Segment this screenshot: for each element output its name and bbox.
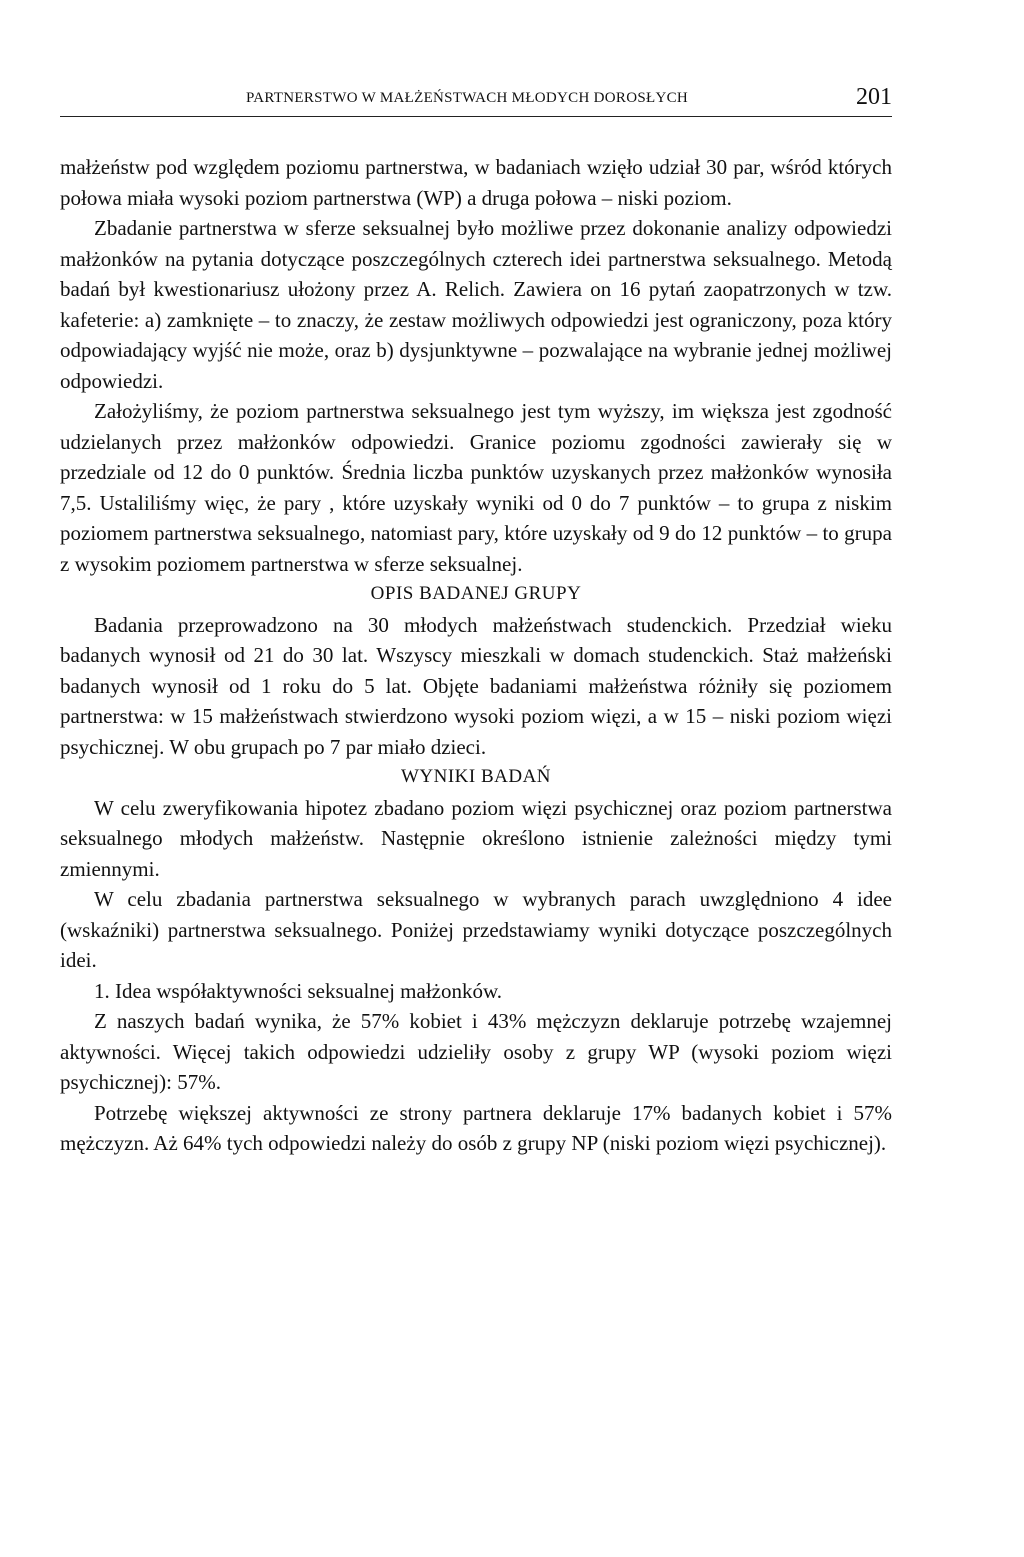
- section-heading-group: OPIS BADANEJ GRUPY: [370, 583, 582, 604]
- paragraph-6: W celu zbadania partnerstwa seksualnego w wybranych parach uwzględniono 4 idee (wskaźniki) partnerstwa seksualnego. Poniżej przedstawiamy wyniki dotyczące poszczególnych idei.: [60, 887, 892, 972]
- page-number: 201: [856, 84, 892, 110]
- paragraph-4: Badania przeprowadzono na 30 młodych małżeństwach studenckich. Przedział wieku badanych wynosił od 21 do 30 lat. Wszyscy mieszkali w domach studenckich. Staż małżeński badanych wynosił od 1 roku do 5 lat. Objęte badaniami małżeństwa różniły się poziomem partnerstwa: w 15 małżeństwach stwierdzono wysoki poziom więzi, a w 15 – niski poziom więzi psychicznej. W obu grupach po 7 par miało dzieci.: [60, 612, 892, 759]
- paragraph-9: Potrzebę większej aktywności ze strony partnera deklaruje 17% badanych kobiet i 57% mężczyzn. Aż 64% tych odpowiedzi należy do osób z grupy NP (niski poziom więzi psychicznej).: [60, 1100, 892, 1155]
- paragraph-5: W celu zweryfikowania hipotez zbadano poziom więzi psychicznej oraz poziom partnerstwa seksualnego młodych małżeństw. Następnie określono istnienie zależności między tymi zmiennymi.: [60, 795, 892, 881]
- running-title: PARTNERSTWO W MAŁŻEŃSTWACH MŁODYCH DOROSŁYCH: [246, 90, 689, 106]
- paragraph-7: 1. Idea współaktywności seksualnej małżonków.: [94, 978, 503, 1003]
- page-body: [60, 152, 892, 1159]
- paragraph-2: Zbadanie partnerstwa w sferze seksualnej było możliwe przez dokonanie analizy odpowiedzi małżonków na pytania dotyczące poszczególnych czterech idei partnerstwa seksualnego. Metodą badań był kwestionariusz ułożony przez A. Relich. Zawiera on 16 pytań zaopatrzonych w tzw. kafeterie: a) zamknięte – to znaczy, że zestaw możliwych odpowiedzi jest ograniczony, poza który odpowiadający wyjść nie może, oraz b) dysjunktywne – pozwalające na wybranie jednej możliwej odpowiedzi.: [60, 216, 892, 393]
- paragraph-1: małżeństw pod względem poziomu partnerstwa, w badaniach wzięło udział 30 par, wśród których połowa miała wysoki poziom partnerstwa (WP) a druga połowa – niski poziom.: [60, 155, 892, 210]
- section-heading-results: WYNIKI BADAŃ: [400, 766, 552, 787]
- running-header: [60, 84, 892, 117]
- paragraph-3: Założyliśmy, że poziom partnerstwa seksualnego jest tym wyższy, im większa jest zgodność udzielanych przez małżonków odpowiedzi. Granice poziomu zgodności zawierały się w przedziale od 12 do 0 punktów. Średnia liczba punktów uzyskanych przez małżonków wynosiła 7,5. Ustaliliśmy więc, że pary , które uzyskały wyniki od 0 do 7 punktów – to grupa z niskim poziomem partnerstwa seksualnego, natomiast pary, które uzyskały od 9 do 12 punktów – to grupa z wysokim poziomem partnerstwa w sferze seksualnej.: [60, 399, 892, 576]
- paragraph-8: Z naszych badań wynika, że 57% kobiet i 43% mężczyzn deklaruje potrzebę wzajemnej aktywności. Więcej takich odpowiedzi udzieliły osoby z grupy WP (wysoki poziom więzi psychicznej): 57%.: [60, 1009, 892, 1094]
